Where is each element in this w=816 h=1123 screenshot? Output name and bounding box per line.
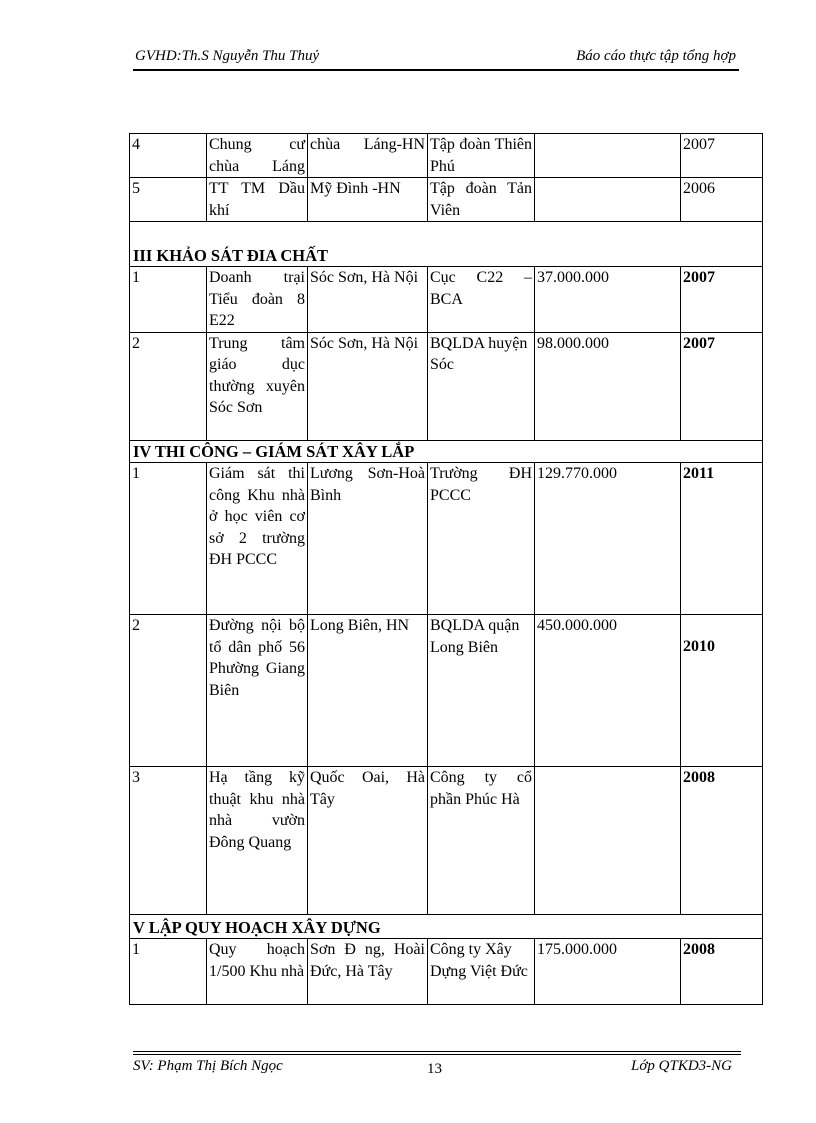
section-title: V LẬP QUY HOẠCH XÂY DỰNG (130, 915, 763, 939)
cell-year: 2011 (681, 463, 763, 615)
cell-year: 2007 (681, 134, 763, 178)
cell-stt: 2 (130, 332, 207, 440)
cell-stt: 3 (130, 767, 207, 915)
header-advisor: GVHD:Th.S Nguyễn Thu Thuỷ (135, 48, 320, 64)
footer-rule (133, 1051, 741, 1052)
section-row (130, 915, 763, 939)
cell-owner: BQLDA quận Long Biên (428, 615, 535, 767)
cell-location: Sóc Sơn, Hà Nội (308, 267, 428, 333)
section-row (130, 440, 763, 463)
cell-location: chùa Láng-HN (308, 134, 428, 178)
footer-student: SV: Phạm Thị Bích Ngọc (133, 1058, 283, 1074)
cell-value: 175.000.000 (535, 939, 681, 1005)
cell-year: 2008 (681, 767, 763, 915)
cell-owner: Công ty Xây Dựng Việt Đức (428, 939, 535, 1005)
cell-year: 2010 (681, 615, 763, 767)
cell-owner: Tập đoàn Thiên Phú (428, 134, 535, 178)
cell-name: Quy hoạch 1/500 Khu nhà (207, 939, 308, 1005)
cell-location: Mỹ Đình -HN (308, 178, 428, 222)
header-rule (133, 69, 739, 71)
cell-owner: Công ty cổ phần Phúc Hà (428, 767, 535, 915)
cell-location: Lương Sơn-Hoà Bình (308, 463, 428, 615)
cell-value: 98.000.000 (535, 332, 681, 440)
cell-year: 2007 (681, 332, 763, 440)
footer-rule (133, 1054, 741, 1055)
cell-year: 2008 (681, 939, 763, 1005)
cell-value: 129.770.000 (535, 463, 681, 615)
cell-name: Giám sát thi công Khu nhà ở học viên cơ sở 2 trường ĐH PCCC (207, 463, 308, 615)
cell-location: Sóc Sơn, Hà Nội (308, 332, 428, 440)
cell-owner: Cục C22 – BCA (428, 267, 535, 333)
cell-value (535, 178, 681, 222)
table-row (130, 332, 763, 440)
table-row (130, 615, 763, 767)
cell-value (535, 767, 681, 915)
section-title: III KHẢO SÁT ĐIA CHẤT (130, 222, 763, 267)
cell-name: TT TM Dầu khí (207, 178, 308, 222)
cell-owner: BQLDA huyện Sóc (428, 332, 535, 440)
footer-class: Lớp QTKD3-NG (631, 1058, 732, 1074)
cell-location: Long Biên, HN (308, 615, 428, 767)
table-row (130, 767, 763, 915)
cell-location: Quốc Oai, Hà Tây (308, 767, 428, 915)
cell-year: 2007 (681, 267, 763, 333)
cell-stt: 5 (130, 178, 207, 222)
cell-owner: Tập đoàn Tản Viên (428, 178, 535, 222)
cell-name: Đường nội bộ tổ dân phố 56 Phường Giang Biên (207, 615, 308, 767)
header-report-title: Báo cáo thực tập tổng hợp (576, 48, 736, 64)
section-row (130, 222, 763, 267)
cell-location: Sơn Đ ng, Hoài Đức, Hà Tây (308, 939, 428, 1005)
table-row (130, 267, 763, 333)
cell-stt: 4 (130, 134, 207, 178)
page-number: 13 (427, 1061, 442, 1077)
cell-name: Trung tâm giáo dục thường xuyên Sóc Sơn (207, 332, 308, 440)
cell-stt: 1 (130, 463, 207, 615)
cell-owner: Trường ĐH PCCC (428, 463, 535, 615)
table-row (130, 463, 763, 615)
table-row (130, 178, 763, 222)
projects-table (129, 133, 763, 1005)
cell-name: Doanh trại Tiểu đoàn 8 E22 (207, 267, 308, 333)
table-row (130, 134, 763, 178)
cell-name: Chung cư chùa Láng (207, 134, 308, 178)
cell-value (535, 134, 681, 178)
section-title: IV THI CÔNG – GIÁM SÁT XÂY LẮP (130, 440, 763, 463)
cell-value: 37.000.000 (535, 267, 681, 333)
cell-name: Hạ tầng kỹ thuật khu nhà nhà vườn Đông Quang (207, 767, 308, 915)
cell-value: 450.000.000 (535, 615, 681, 767)
table-row (130, 939, 763, 1005)
cell-stt: 1 (130, 939, 207, 1005)
cell-stt: 1 (130, 267, 207, 333)
cell-year: 2006 (681, 178, 763, 222)
cell-stt: 2 (130, 615, 207, 767)
